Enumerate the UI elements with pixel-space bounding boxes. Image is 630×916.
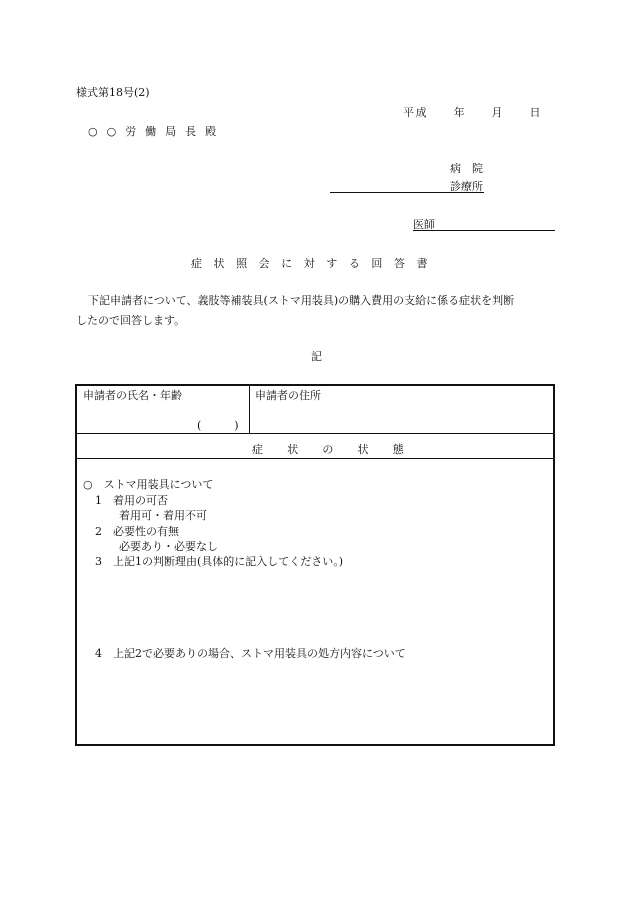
document-title: 症状照会に対する回答書 xyxy=(191,257,440,270)
clinic-label: 診療所 xyxy=(450,180,483,193)
item-1: 1 着用の可否 xyxy=(95,494,168,507)
age-paren: ( ) xyxy=(197,419,239,432)
response-table xyxy=(75,384,555,746)
table-divider-vertical xyxy=(249,386,250,433)
addressee: ○ ○ 労 働 局 長 殿 xyxy=(88,125,219,138)
name-age-label: 申請者の氏名・年齢 xyxy=(83,389,182,402)
hospital-label: 病 院 xyxy=(450,162,483,175)
doctor-name-line xyxy=(413,230,555,231)
ki-marker: 記 xyxy=(311,350,322,363)
intro-line-2: したので回答します。 xyxy=(76,314,186,327)
section-title: ○ ストマ用装具について xyxy=(83,478,214,491)
item-1-options: 着用可・着用不可 xyxy=(119,509,207,522)
table-divider-row2 xyxy=(77,458,553,459)
item-3: 3 上記1の判断理由(具体的に記入してください。) xyxy=(95,555,344,568)
doctor-label: 医師 xyxy=(413,218,435,231)
item-2: 2 必要性の有無 xyxy=(95,525,179,538)
form-number: 様式第18号(2) xyxy=(76,86,150,99)
item-4: 4 上記2で必要ありの場合、ストマ用装具の処方内容について xyxy=(95,647,406,660)
date-line: 平成 年 月 日 xyxy=(403,106,543,119)
table-divider-row1 xyxy=(77,433,553,434)
intro-line-1: 下記申請者について、義肢等補装具(ストマ用装具)の購入費用の支給に係る症状を判断 xyxy=(88,294,515,307)
item-2-options: 必要あり・必要なし xyxy=(119,540,218,553)
condition-header: 症 状 の 状 態 xyxy=(252,443,411,456)
hospital-name-line xyxy=(330,192,484,193)
address-label: 申請者の住所 xyxy=(255,389,321,402)
